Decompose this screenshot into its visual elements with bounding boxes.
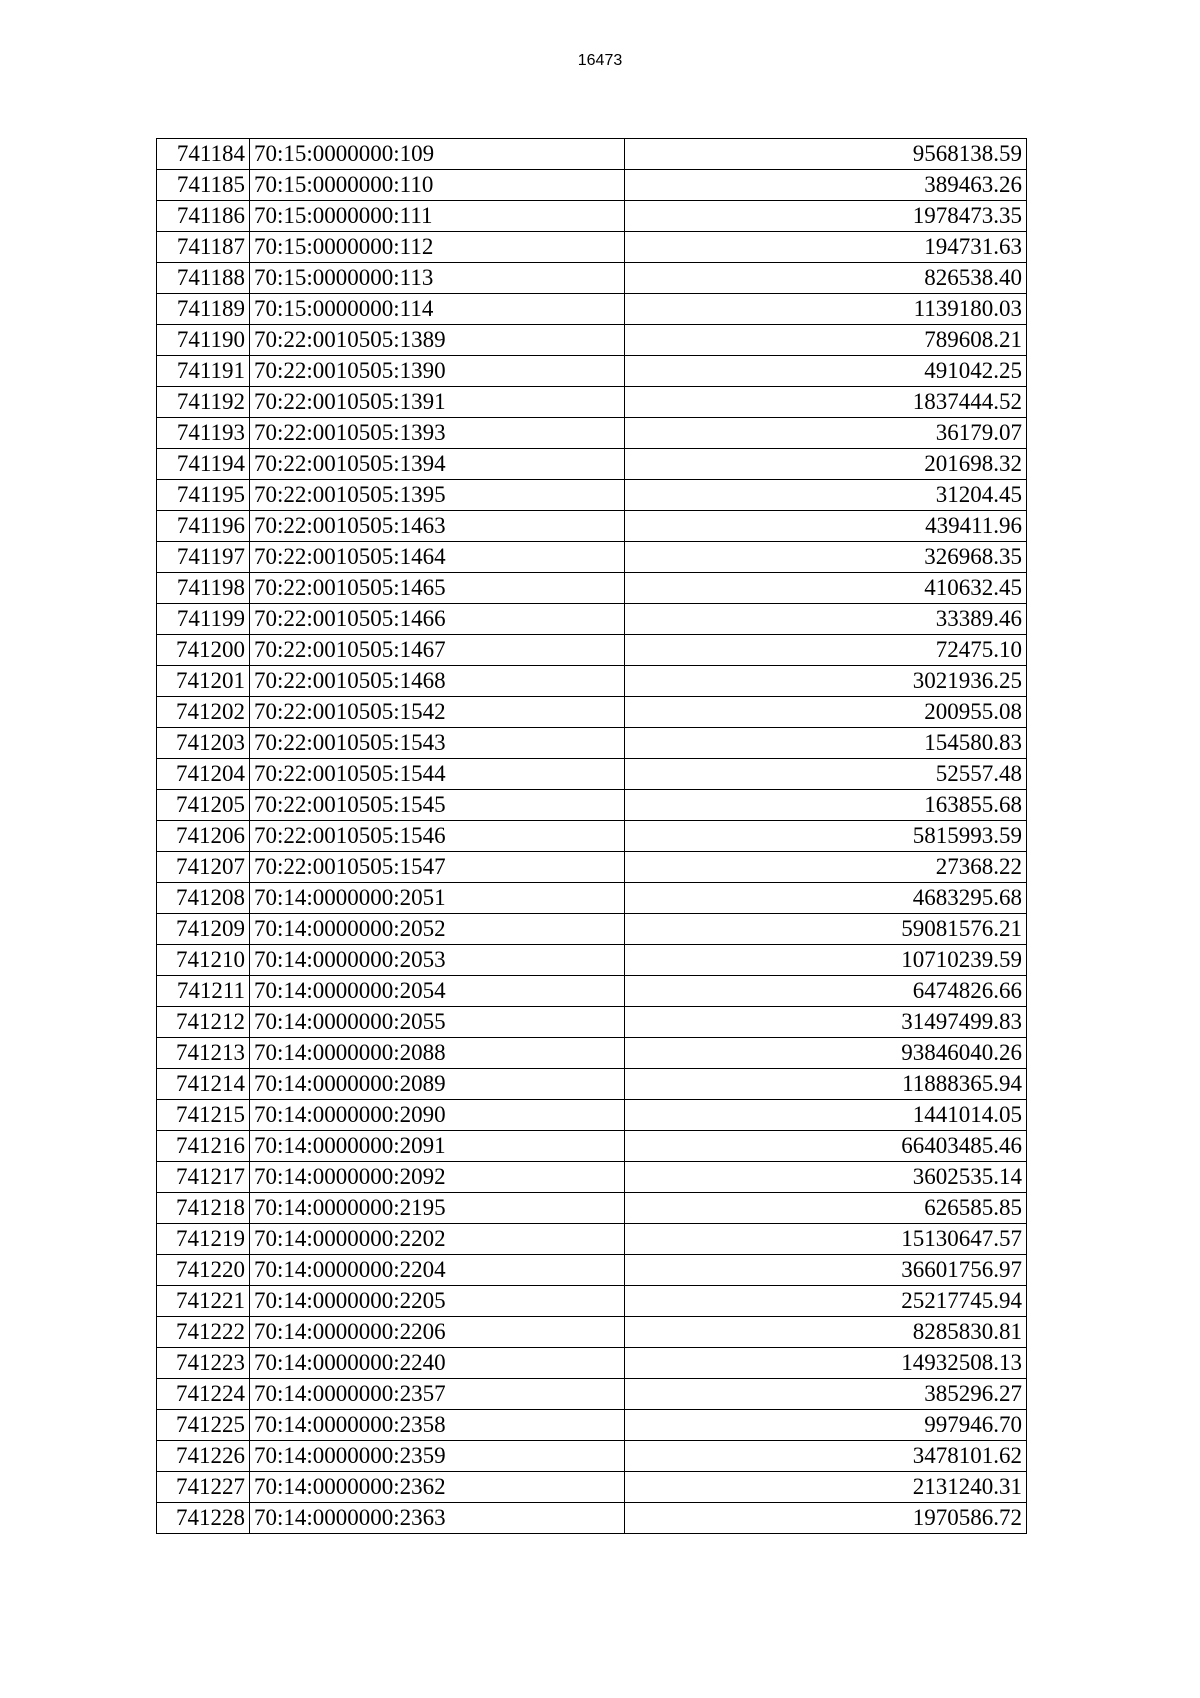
cadastral-number-cell: 70:14:0000000:2202 [250, 1224, 625, 1255]
cadastral-number-cell: 70:22:0010505:1466 [250, 604, 625, 635]
table-row [157, 635, 1027, 666]
row-number-cell: 741202 [157, 697, 250, 728]
table-row [157, 1224, 1027, 1255]
table-row [157, 542, 1027, 573]
cadastral-number-cell: 70:14:0000000:2092 [250, 1162, 625, 1193]
value-cell: 1837444.52 [625, 387, 1027, 418]
value-cell: 15130647.57 [625, 1224, 1027, 1255]
value-cell: 36179.07 [625, 418, 1027, 449]
row-number-cell: 741185 [157, 170, 250, 201]
value-cell: 3021936.25 [625, 666, 1027, 697]
value-cell: 997946.70 [625, 1410, 1027, 1441]
cadastral-number-cell: 70:14:0000000:2090 [250, 1100, 625, 1131]
table-row [157, 1472, 1027, 1503]
table-row [157, 418, 1027, 449]
value-cell: 385296.27 [625, 1379, 1027, 1410]
cadastral-number-cell: 70:14:0000000:2051 [250, 883, 625, 914]
table-row [157, 139, 1027, 170]
cadastral-number-cell: 70:22:0010505:1390 [250, 356, 625, 387]
cadastral-number-cell: 70:22:0010505:1468 [250, 666, 625, 697]
table-row [157, 1193, 1027, 1224]
cadastral-number-cell: 70:14:0000000:2054 [250, 976, 625, 1007]
row-number-cell: 741216 [157, 1131, 250, 1162]
table-row [157, 1131, 1027, 1162]
row-number-cell: 741195 [157, 480, 250, 511]
value-cell: 10710239.59 [625, 945, 1027, 976]
row-number-cell: 741223 [157, 1348, 250, 1379]
cadastral-number-cell: 70:22:0010505:1391 [250, 387, 625, 418]
row-number-cell: 741201 [157, 666, 250, 697]
value-cell: 201698.32 [625, 449, 1027, 480]
table-row [157, 170, 1027, 201]
cadastral-number-cell: 70:15:0000000:109 [250, 139, 625, 170]
page-number: 16473 [577, 52, 623, 69]
value-cell: 154580.83 [625, 728, 1027, 759]
table-row [157, 1348, 1027, 1379]
row-number-cell: 741220 [157, 1255, 250, 1286]
value-cell: 200955.08 [625, 697, 1027, 728]
row-number-cell: 741197 [157, 542, 250, 573]
value-cell: 72475.10 [625, 635, 1027, 666]
row-number-cell: 741207 [157, 852, 250, 883]
cadastral-number-cell: 70:14:0000000:2362 [250, 1472, 625, 1503]
cadastral-number-cell: 70:14:0000000:2204 [250, 1255, 625, 1286]
table-row [157, 821, 1027, 852]
row-number-cell: 741198 [157, 573, 250, 604]
value-cell: 410632.45 [625, 573, 1027, 604]
table-row [157, 666, 1027, 697]
value-cell: 8285830.81 [625, 1317, 1027, 1348]
value-cell: 1441014.05 [625, 1100, 1027, 1131]
table-row [157, 511, 1027, 542]
row-number-cell: 741189 [157, 294, 250, 325]
cadastral-number-cell: 70:14:0000000:2091 [250, 1131, 625, 1162]
cadastral-number-cell: 70:15:0000000:114 [250, 294, 625, 325]
table-row [157, 883, 1027, 914]
table-row [157, 1379, 1027, 1410]
table-row [157, 1162, 1027, 1193]
value-cell: 789608.21 [625, 325, 1027, 356]
row-number-cell: 741213 [157, 1038, 250, 1069]
cadastral-number-cell: 70:22:0010505:1545 [250, 790, 625, 821]
cadastral-number-cell: 70:22:0010505:1546 [250, 821, 625, 852]
cadastral-number-cell: 70:22:0010505:1463 [250, 511, 625, 542]
table-row [157, 728, 1027, 759]
table-row [157, 914, 1027, 945]
value-cell: 826538.40 [625, 263, 1027, 294]
row-number-cell: 741184 [157, 139, 250, 170]
value-cell: 31204.45 [625, 480, 1027, 511]
table-row [157, 449, 1027, 480]
row-number-cell: 741214 [157, 1069, 250, 1100]
cadastral-number-cell: 70:22:0010505:1543 [250, 728, 625, 759]
row-number-cell: 741211 [157, 976, 250, 1007]
row-number-cell: 741228 [157, 1503, 250, 1534]
table-row [157, 1100, 1027, 1131]
table-row [157, 852, 1027, 883]
row-number-cell: 741218 [157, 1193, 250, 1224]
row-number-cell: 741217 [157, 1162, 250, 1193]
value-cell: 1978473.35 [625, 201, 1027, 232]
table-row [157, 697, 1027, 728]
row-number-cell: 741224 [157, 1379, 250, 1410]
cadastral-number-cell: 70:22:0010505:1465 [250, 573, 625, 604]
cadastral-number-cell: 70:14:0000000:2240 [250, 1348, 625, 1379]
cadastral-number-cell: 70:14:0000000:2359 [250, 1441, 625, 1472]
row-number-cell: 741190 [157, 325, 250, 356]
value-cell: 3478101.62 [625, 1441, 1027, 1472]
row-number-cell: 741204 [157, 759, 250, 790]
row-number-cell: 741200 [157, 635, 250, 666]
row-number-cell: 741186 [157, 201, 250, 232]
cadastral-number-cell: 70:22:0010505:1394 [250, 449, 625, 480]
row-number-cell: 741215 [157, 1100, 250, 1131]
value-cell: 5815993.59 [625, 821, 1027, 852]
row-number-cell: 741199 [157, 604, 250, 635]
table-row [157, 1410, 1027, 1441]
value-cell: 194731.63 [625, 232, 1027, 263]
cadastral-number-cell: 70:14:0000000:2358 [250, 1410, 625, 1441]
cadastral-number-cell: 70:14:0000000:2053 [250, 945, 625, 976]
row-number-cell: 741193 [157, 418, 250, 449]
table-row [157, 945, 1027, 976]
row-number-cell: 741205 [157, 790, 250, 821]
cadastral-number-cell: 70:15:0000000:111 [250, 201, 625, 232]
value-cell: 14932508.13 [625, 1348, 1027, 1379]
cadastral-number-cell: 70:14:0000000:2206 [250, 1317, 625, 1348]
row-number-cell: 741187 [157, 232, 250, 263]
table-row [157, 294, 1027, 325]
value-cell: 4683295.68 [625, 883, 1027, 914]
row-number-cell: 741219 [157, 1224, 250, 1255]
row-number-cell: 741206 [157, 821, 250, 852]
table-row [157, 1317, 1027, 1348]
row-number-cell: 741222 [157, 1317, 250, 1348]
cadastral-number-cell: 70:15:0000000:110 [250, 170, 625, 201]
cadastral-number-cell: 70:14:0000000:2088 [250, 1038, 625, 1069]
value-cell: 31497499.83 [625, 1007, 1027, 1038]
cadastral-number-cell: 70:22:0010505:1393 [250, 418, 625, 449]
row-number-cell: 741208 [157, 883, 250, 914]
row-number-cell: 741226 [157, 1441, 250, 1472]
cadastral-number-cell: 70:22:0010505:1395 [250, 480, 625, 511]
value-cell: 59081576.21 [625, 914, 1027, 945]
value-cell: 11888365.94 [625, 1069, 1027, 1100]
table-row [157, 387, 1027, 418]
row-number-cell: 741192 [157, 387, 250, 418]
row-number-cell: 741209 [157, 914, 250, 945]
row-number-cell: 741194 [157, 449, 250, 480]
table-row [157, 1441, 1027, 1472]
value-cell: 93846040.26 [625, 1038, 1027, 1069]
table-row [157, 1286, 1027, 1317]
cadastral-number-cell: 70:14:0000000:2195 [250, 1193, 625, 1224]
table-row [157, 263, 1027, 294]
table-row [157, 759, 1027, 790]
value-cell: 3602535.14 [625, 1162, 1027, 1193]
table-row [157, 604, 1027, 635]
cadastral-number-cell: 70:22:0010505:1547 [250, 852, 625, 883]
cadastral-number-cell: 70:14:0000000:2089 [250, 1069, 625, 1100]
value-cell: 1139180.03 [625, 294, 1027, 325]
value-cell: 1970586.72 [625, 1503, 1027, 1534]
value-cell: 491042.25 [625, 356, 1027, 387]
table-row [157, 480, 1027, 511]
table-row [157, 1503, 1027, 1534]
cadastral-number-cell: 70:22:0010505:1467 [250, 635, 625, 666]
table-row [157, 976, 1027, 1007]
value-cell: 33389.46 [625, 604, 1027, 635]
cadastral-number-cell: 70:14:0000000:2363 [250, 1503, 625, 1534]
table-row [157, 325, 1027, 356]
row-number-cell: 741212 [157, 1007, 250, 1038]
table-row [157, 1007, 1027, 1038]
row-number-cell: 741191 [157, 356, 250, 387]
value-cell: 389463.26 [625, 170, 1027, 201]
value-cell: 163855.68 [625, 790, 1027, 821]
value-cell: 626585.85 [625, 1193, 1027, 1224]
cadastral-number-cell: 70:22:0010505:1464 [250, 542, 625, 573]
value-cell: 2131240.31 [625, 1472, 1027, 1503]
cadastral-number-cell: 70:15:0000000:113 [250, 263, 625, 294]
table-row [157, 201, 1027, 232]
table-row [157, 573, 1027, 604]
value-cell: 66403485.46 [625, 1131, 1027, 1162]
cadastral-number-cell: 70:22:0010505:1544 [250, 759, 625, 790]
table-row [157, 1038, 1027, 1069]
registry-table [156, 138, 1027, 1534]
cadastral-number-cell: 70:14:0000000:2357 [250, 1379, 625, 1410]
value-cell: 52557.48 [625, 759, 1027, 790]
cadastral-number-cell: 70:15:0000000:112 [250, 232, 625, 263]
value-cell: 25217745.94 [625, 1286, 1027, 1317]
row-number-cell: 741221 [157, 1286, 250, 1317]
table-row [157, 1069, 1027, 1100]
value-cell: 326968.35 [625, 542, 1027, 573]
cadastral-number-cell: 70:22:0010505:1389 [250, 325, 625, 356]
value-cell: 6474826.66 [625, 976, 1027, 1007]
cadastral-number-cell: 70:14:0000000:2052 [250, 914, 625, 945]
cadastral-number-cell: 70:14:0000000:2205 [250, 1286, 625, 1317]
row-number-cell: 741227 [157, 1472, 250, 1503]
table-row [157, 1255, 1027, 1286]
value-cell: 27368.22 [625, 852, 1027, 883]
row-number-cell: 741188 [157, 263, 250, 294]
row-number-cell: 741210 [157, 945, 250, 976]
table-row [157, 356, 1027, 387]
table-row [157, 232, 1027, 263]
row-number-cell: 741203 [157, 728, 250, 759]
table-row [157, 790, 1027, 821]
value-cell: 9568138.59 [625, 139, 1027, 170]
value-cell: 36601756.97 [625, 1255, 1027, 1286]
value-cell: 439411.96 [625, 511, 1027, 542]
row-number-cell: 741196 [157, 511, 250, 542]
row-number-cell: 741225 [157, 1410, 250, 1441]
cadastral-number-cell: 70:22:0010505:1542 [250, 697, 625, 728]
registry-table-body [157, 139, 1027, 1534]
cadastral-number-cell: 70:14:0000000:2055 [250, 1007, 625, 1038]
